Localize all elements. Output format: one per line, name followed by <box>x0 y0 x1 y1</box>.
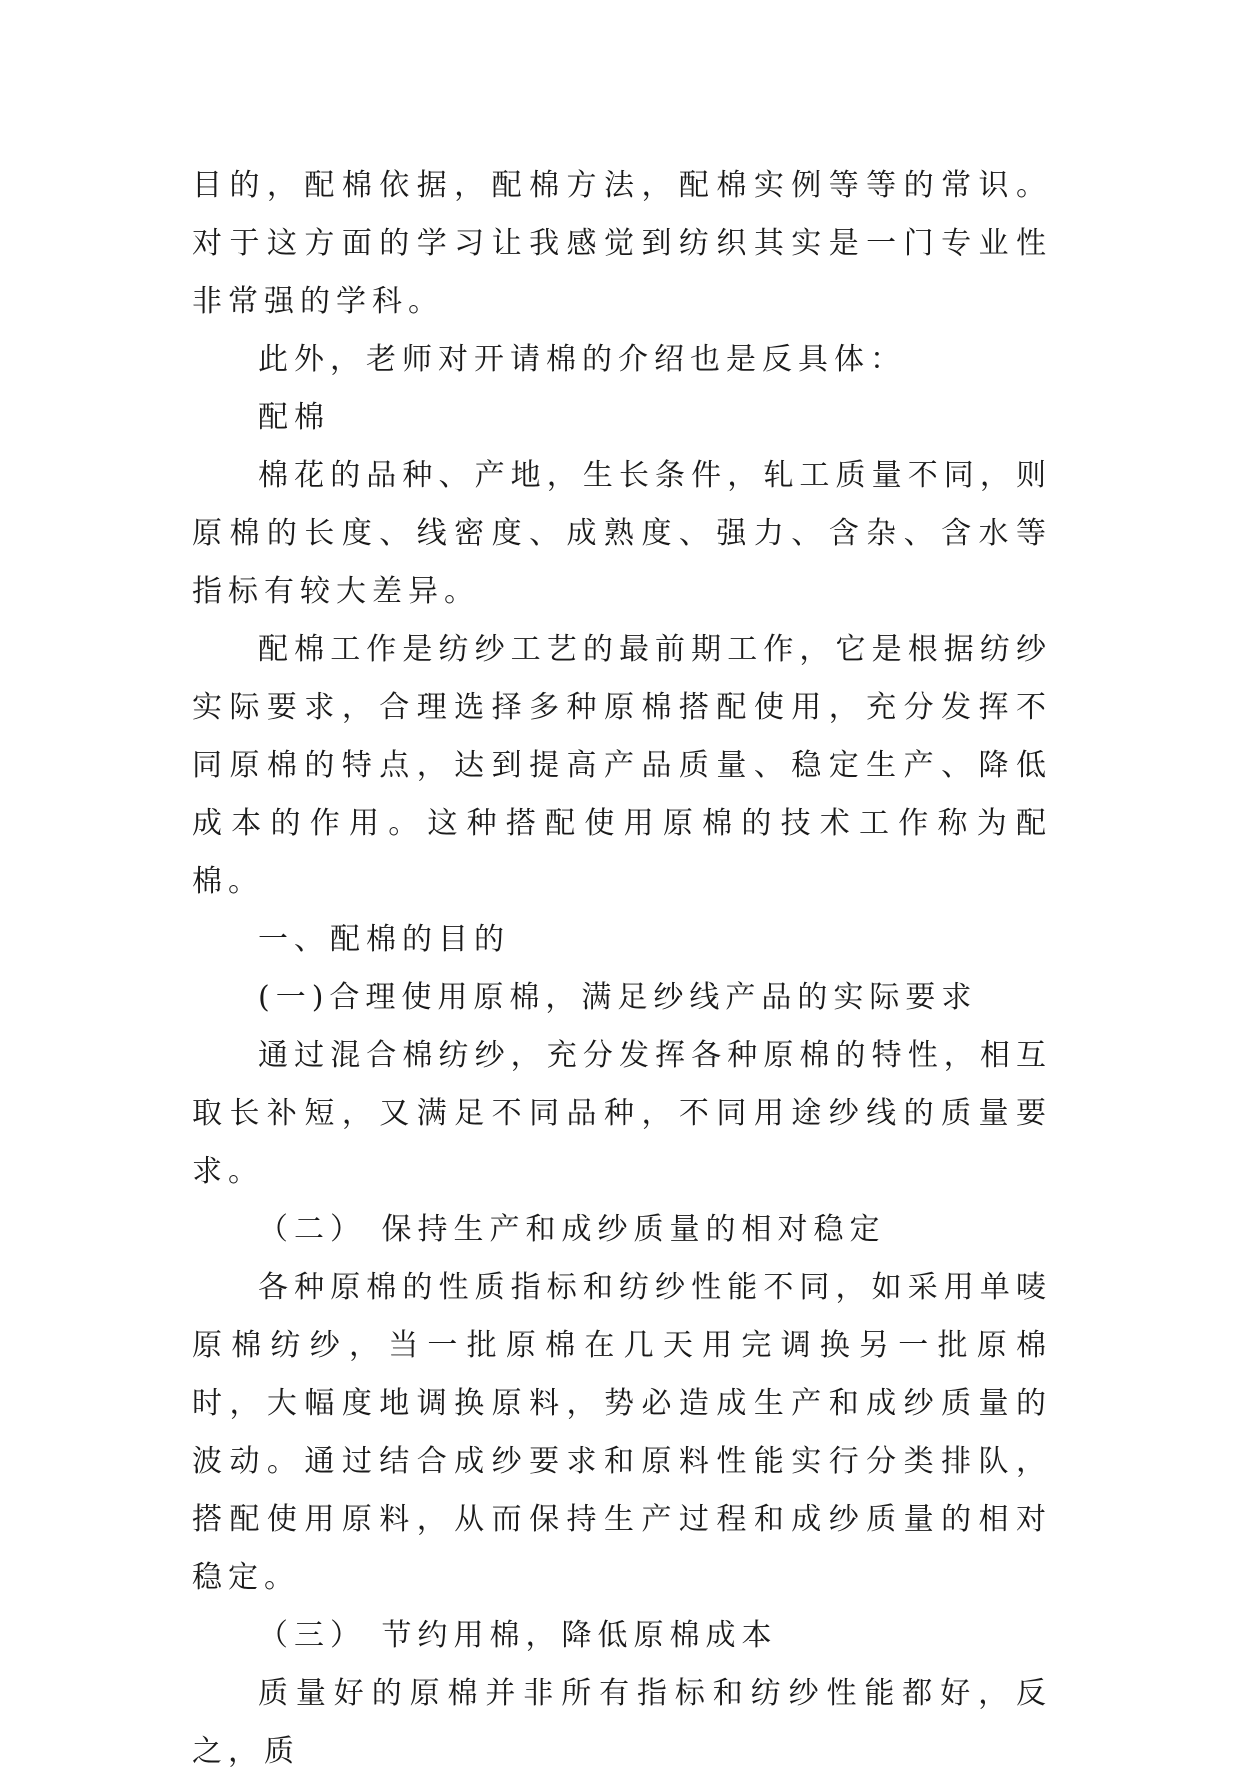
paragraph-cotton-differences: 棉花的品种、产地，生长条件，轧工质量不同，则原棉的长度、线密度、成熟度、强力、含杂、含水等指标有较大差异。 <box>192 458 1052 609</box>
paragraph-stability: 各种原棉的性质指标和纺纱性能不同，如采用单唛原棉纺纱，当一批原棉在几天用完调换另一批原棉时，大幅度地调换原料，势必造成生产和成纱质量的波动。通过结合成纱要求和原料性能实行分类排队，搭配使用原料，从而保持生产过程和成纱质量的相对稳定。 <box>192 1270 1052 1595</box>
subheading-2: （二） 保持生产和成纱质量的相对稳定 <box>258 1212 886 1247</box>
paragraph-continuation: 目的，配棉依据，配棉方法，配棉实例等等的常识。对于这方面的学习让我感觉到纺织其实是一门专业性非常强的学科。 <box>192 168 1052 319</box>
paragraph-mixing: 通过混合棉纺纱，充分发挥各种原棉的特性，相互取长补短，又满足不同品种，不同用途纱线的质量要求。 <box>192 1038 1052 1189</box>
subheading-1: (一)合理使用原棉，满足纱线产品的实际要求 <box>258 980 978 1015</box>
heading-purpose: 一、配棉的目的 <box>258 922 510 957</box>
section-heading-peimian: 配棉 <box>258 400 330 435</box>
paragraph-cost: 质量好的原棉并非所有指标和纺纱性能都好，反之，质 <box>192 1676 1052 1769</box>
subheading-3: （三） 节约用棉，降低原棉成本 <box>258 1618 778 1653</box>
document-body <box>192 157 1052 1781</box>
paragraph-intro: 此外，老师对开请棉的介绍也是反具体： <box>258 342 906 377</box>
paragraph-definition: 配棉工作是纺纱工艺的最前期工作，它是根据纺纱实际要求，合理选择多种原棉搭配使用，充分发挥不同原棉的特点，达到提高产品质量、稳定生产、降低成本的作用。这种搭配使用原棉的技术工作称为配棉。 <box>192 632 1052 899</box>
